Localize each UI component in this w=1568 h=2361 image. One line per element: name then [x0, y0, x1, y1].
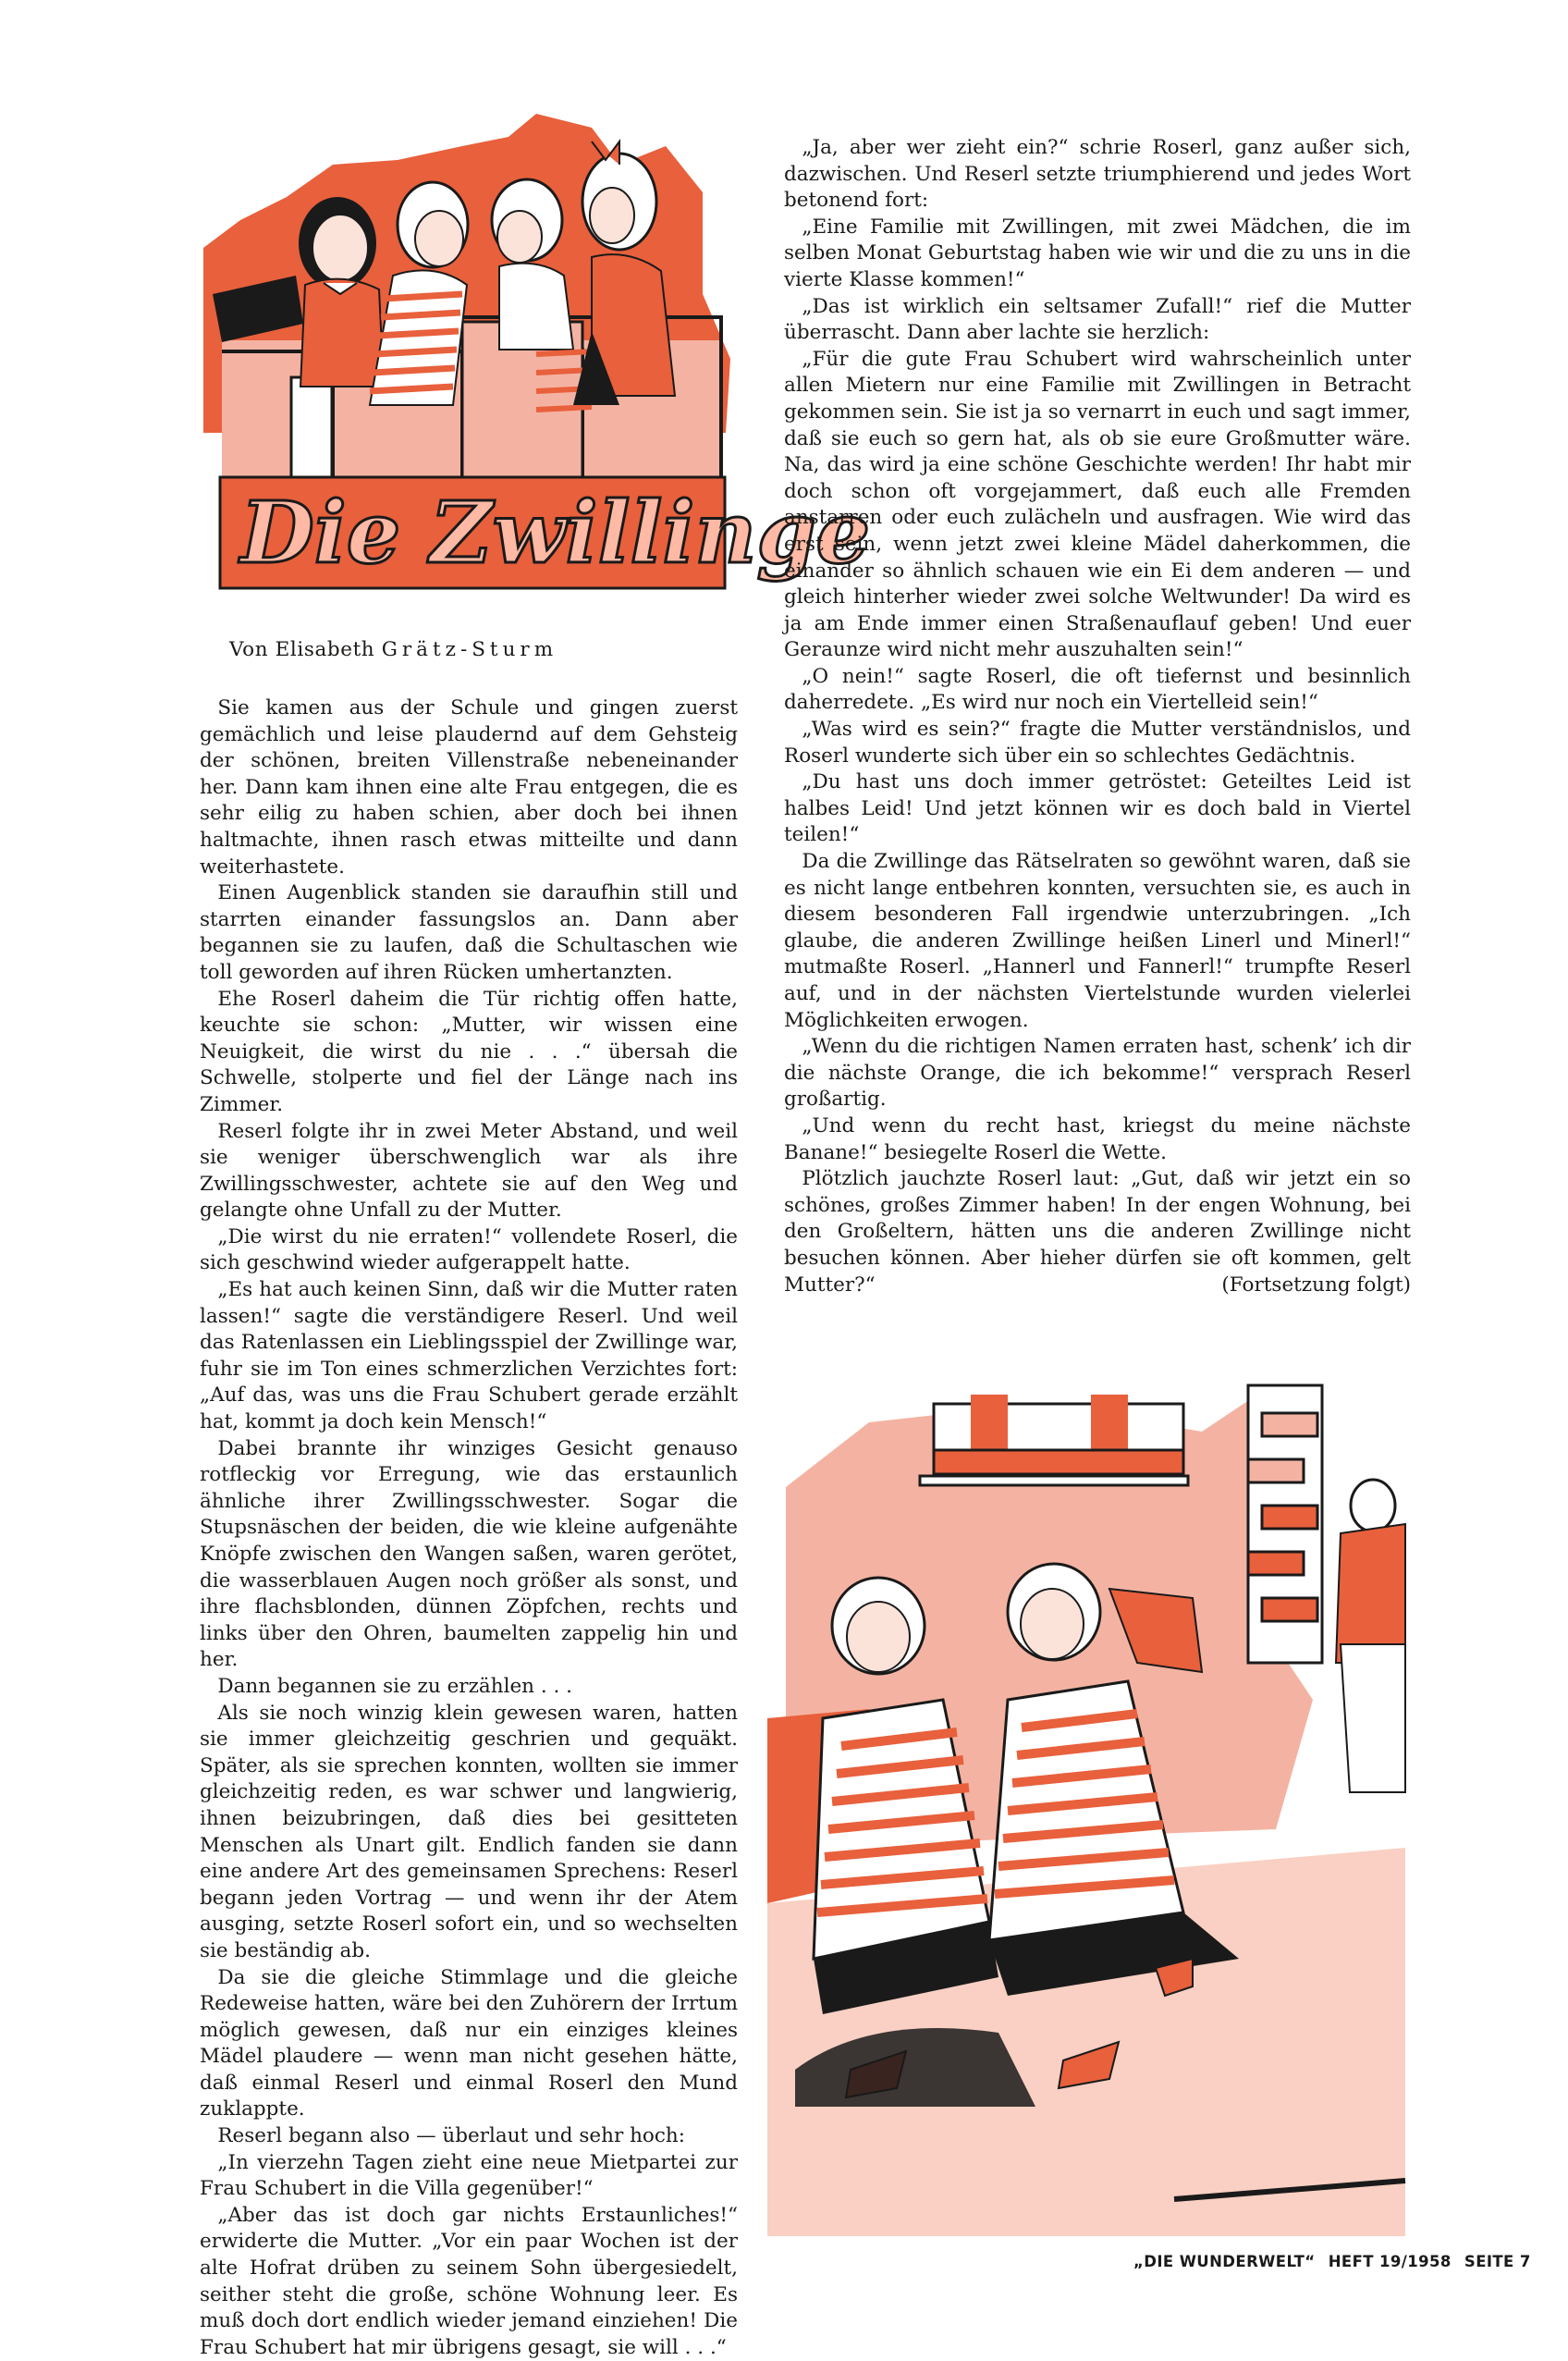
street-scene-illustration — [758, 1367, 1405, 2236]
twins-running-illustration — [758, 1367, 1405, 2236]
continuation-note: (Fortsetzung folgt) — [1221, 1273, 1411, 1297]
schoolgirls-illustration — [185, 109, 871, 592]
paragraph: „Du hast uns doch immer getröstet: Geteiltes Leid ist halbes Leid! Und jetzt können wir es doch bald in Viertel teilen!“ — [784, 770, 1411, 847]
paragraph: Dann begannen sie zu erzählen . . . — [217, 1674, 573, 1698]
paragraph: „Wenn du die richtigen Namen erraten hast, schenk’ ich dir die nächste Orange, die ich bekomme!“ versprach Reserl großartig. — [784, 1035, 1411, 1112]
left-column — [200, 695, 738, 2361]
paragraph — [784, 1166, 1411, 1298]
paragraph: „Ja, aber wer zieht ein?“ schrie Roserl, ganz außer sich, dazwischen. Und Reserl setzte triumphierend und jedes Wort betonend fort: — [784, 136, 1411, 213]
paragraph: Sie kamen aus der Schule und gingen zuerst gemächlich und leise plaudernd auf dem Gehsteig der schönen, breiten Villenstraße nebeneinander her. Dann kam ihnen eine alte Frau entgegen, die es sehr eilig zu haben schien, aber doch bei ihnen haltmachte, ihnen rasch etwas mitteilte und dann weiterhastete. — [200, 696, 738, 879]
paragraph: „Was wird es sein?“ fragte die Mutter verständnislos, und Roserl wunderte sich über ein so schlechtes Gedächtnis. — [784, 718, 1411, 768]
paragraph: „Aber das ist doch gar nichts Erstaunliches!“ erwiderte die Mutter. „Vor ein paar Wochen ist der alte Hofrat drüben zu seinem Sohn übergesiedelt, seither steht die große, schöne Wohnung leer. Es muß doch dort endlich wieder jemand einziehen! Die Frau Schubert hat mir übrigens gesagt, sie will . . .“ — [200, 2203, 738, 2359]
header-illustration — [185, 109, 871, 592]
issue-number: HEFT 19/1958 — [1328, 2253, 1452, 2270]
magazine-name: „DIE WUNDERWELT“ — [1133, 2253, 1316, 2270]
paragraph: Als sie noch winzig klein gewesen waren, hatten sie immer gleichzeitig geschrien und gequäkt. Später, als sie sprechen konnten, wollten sie immer gleichzeitig reden, es war schwer und langwierig, ihnen beizubringen, daß dies bei gesitteten Menschen als Unart gilt. Endlich fanden sie dann eine andere Art des gemeinsamen Sprechens: Reserl begann jeden Vortrag — und wenn ihr der Atem ausging, setzte Roserl sofort ein, und so wechselten sie beständig ab. — [200, 1701, 738, 1962]
paragraph: „In vierzehn Tagen zieht eine neue Mietpartei zur Frau Schubert in die Villa gegenüber!“ — [200, 2150, 738, 2201]
paragraph: Ehe Roserl daheim die Tür richtig offen hatte, keuchte sie schon: „Mutter, wir wissen eine Neuigkeit, die wirst du nie . . .“ übersah die Schwelle, stolperte und fiel der Länge nach ins Zimmer. — [200, 987, 738, 1116]
paragraph: „Eine Familie mit Zwillingen, mit zwei Mädchen, die im selben Monat Geburtstag haben wie wir und die zu uns in die vierte Klasse kommen!“ — [784, 215, 1411, 291]
page-footer — [1133, 2253, 1538, 2270]
author-name: Grätz-Sturm — [381, 638, 558, 661]
paragraph: „Es hat auch keinen Sinn, daß wir die Mutter raten lassen!“ sagte die verständigere Reserl. Und weil das Ratenlassen ein Lieblingsspiel der Zwillinge war, fuhr sie im Ton eines schmerzlichen Verzichtes fort: „Auf das, was uns die Frau Schubert gerade erzählt hat, kommt ja doch kein Mensch!“ — [200, 1278, 738, 1434]
window — [920, 1395, 1188, 1485]
paragraph: „Die wirst du nie erraten!“ vollendete Roserl, die sich geschwind wieder aufgerappelt hatte. — [200, 1224, 738, 1275]
paragraph: „Und wenn du recht hast, kriegst du meine nächste Banane!“ besiegelte Roserl die Wette. — [784, 1113, 1411, 1164]
girl-1 — [299, 197, 384, 387]
paragraph: Da sie die gleiche Stimmlage und die gleiche Redeweise hatten, wäre bei den Zuhörern der Irrtum möglich gewesen, daß nur ein einziges kleines Mädel plaudere — wenn man nicht gesehen hätte, daß einmal Reserl und einmal Roserl den Mund zuklappte. — [200, 1965, 738, 2121]
right-column — [784, 135, 1411, 1298]
paragraph: Reserl begann also — überlaut und sehr hoch: — [217, 2124, 685, 2148]
paragraph: Dabei brannte ihr winziges Gesicht genauso rotfleckig vor Erregung, wie das erstaunlich ähnliche ihrer Zwillingsschwester. Sogar die Stupsnäschen der beiden, die wie kleine aufgenähte Knöpfe zwischen den Wangen saßen, waren gerötet, die wasserblauen Augen noch größer als sonst, und ihre flachsblonden, dünnen Zöpfchen, rechts und links über den Ohren, baumelten zappelig hin und her. — [200, 1436, 738, 1672]
page-number: SEITE 7 — [1464, 2253, 1531, 2270]
paragraph: Reserl folgte ihr in zwei Meter Abstand, und weil sie weniger überschwenglich war als ihre Zwillingsschwester, achtete sie auf den Weg und gelangte ohne Unfall zu der Mutter. — [200, 1119, 738, 1223]
brick-pillar — [1248, 1385, 1322, 1663]
paragraph: „Für die gute Frau Schubert wird wahrscheinlich unter allen Mietern nur eine Familie mit Zwillingen in Betracht gekommen sein. Sie ist ja so vernarrt in euch und sagt immer, daß sie euch so gern hat, als ob sie eure Großmutter wäre. Na, das wird ja eine schöne Geschichte werden! Ihr habt mir doch schon oft vorgejammert, daß euch alle Fremden anstarren oder euch zulächeln und ausfragen. Wie wird das erst sein, wenn jetzt zwei kleine Mädel daherkommen, die einander so ähnlich schauen wie ein Ei dem anderen — und gleich hinterher wieder zwei solche Weltwunder! Da wird es ja am Ende immer einen Straßenauflauf geben! Und euer Geraunze wird nicht mehr auszuhalten sein!“ — [784, 347, 1411, 662]
paragraph: „O nein!“ sagte Roserl, die oft tiefernst und besinnlich daherredete. „Es wird nur noch ein Viertelleid sein!“ — [784, 664, 1411, 715]
paragraph: Einen Augenblick standen sie daraufhin still und starrten einander fassungslos an. Dann aber begannen sie zu laufen, daß die Schultaschen wie toll geworden auf ihren Rücken umhertanzten. — [200, 881, 738, 984]
byline — [229, 638, 710, 661]
paragraph: „Das ist wirklich ein seltsamer Zufall!“ rief die Mutter überrascht. Dann aber lachte sie herzlich: — [784, 294, 1411, 345]
article-title: Die Zwillinge — [240, 483, 871, 583]
old-woman — [1336, 1480, 1405, 1792]
paragraph-text: Plötzlich jauchzte Roserl laut: „Gut, daß wir jetzt ein so schönes, großes Zimmer haben! In der engen Wohnung, bei den Großeltern, hätten uns die anderen Zwillinge nicht besuchen können. Aber hieher dürfen sie oft kommen, gelt Mutter?“ — [784, 1167, 1411, 1297]
byline-prefix: Von Elisabeth — [229, 638, 375, 661]
paragraph: Da die Zwillinge das Rätselraten so gewöhnt waren, daß sie es nicht lange entbehren konnten, versuchten sie, es auch in diesem besonderen Fall irgendwie unterzubringen. „Ich glaube, die anderen Zwillinge heißen Linerl und Minerl!“ mutmaßte Roserl. „Hannerl und Fannerl!“ trumpfte Reserl auf, und in der nächsten Viertelstunde wurden vielerlei Möglichkeiten erwogen. — [784, 850, 1411, 1032]
